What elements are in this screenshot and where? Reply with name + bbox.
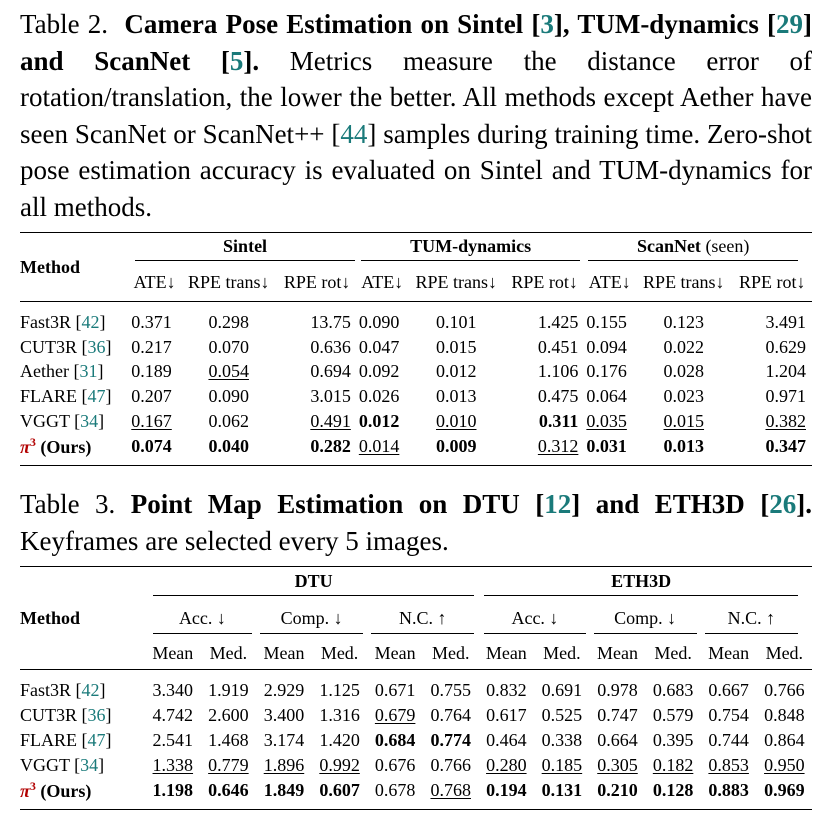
table-cell: 0.646 <box>208 780 249 800</box>
camera-pose-table <box>20 232 812 466</box>
table3-title: Point Map Estimation on DTU [12] and ETH3D [26]. <box>130 489 812 519</box>
table-cell: 0.464 <box>486 730 527 750</box>
table-cell: 2.600 <box>208 705 249 725</box>
column-header: ATE↓ <box>588 271 631 292</box>
column-header: ATE↓ <box>361 271 404 292</box>
table-cell: 0.992 <box>319 755 360 775</box>
table-cell: 0.054 <box>208 361 249 382</box>
metric-header: Comp. ↓ <box>256 599 367 637</box>
table-cell: 0.031 <box>586 435 627 456</box>
citation-link[interactable]: 42 <box>81 680 100 700</box>
table-cell: 1.896 <box>263 755 305 775</box>
metric-header: Acc. ↓ <box>145 599 256 637</box>
table-cell: 1.125 <box>319 680 360 700</box>
group-header-dtu: DTU <box>145 567 479 600</box>
table-cell: 0.176 <box>586 361 627 382</box>
table-row <box>20 335 812 360</box>
citation-link[interactable]: 34 <box>80 411 99 432</box>
table-cell: 0.684 <box>374 730 416 750</box>
table-cell: 0.451 <box>537 336 579 357</box>
table-cell: 0.023 <box>663 386 705 407</box>
method-name: VGGT [34] <box>20 755 105 775</box>
table-cell: 0.744 <box>708 730 749 750</box>
table-cell: 0.022 <box>663 336 705 357</box>
table-cell: 0.864 <box>764 730 805 750</box>
stat-header: Med. <box>543 642 581 663</box>
table-cell: 0.883 <box>708 780 749 800</box>
column-header: RPE rot↓ <box>738 271 806 292</box>
stat-header: Mean <box>597 642 638 663</box>
table-cell: 0.491 <box>310 411 351 432</box>
table-cell: 0.090 <box>358 311 400 332</box>
table-cell: 0.683 <box>652 680 694 700</box>
table-cell: 0.338 <box>541 730 583 750</box>
table-row <box>20 728 812 753</box>
table-cell: 0.764 <box>430 705 471 725</box>
table-cell: 0.382 <box>765 411 806 432</box>
table-cell: 0.768 <box>430 780 471 800</box>
table-cell: 3.400 <box>263 705 305 725</box>
table-cell: 0.182 <box>652 755 694 775</box>
column-header: RPE rot↓ <box>511 271 578 292</box>
table-cell: 13.75 <box>310 311 351 332</box>
table-cell: 0.101 <box>436 311 477 332</box>
method-name: FLARE [47] <box>20 730 112 750</box>
table-cell: 0.667 <box>708 680 749 700</box>
table-cell: 0.070 <box>208 336 249 357</box>
table-cell: 0.950 <box>764 755 805 775</box>
table-cell: 0.090 <box>208 386 249 407</box>
citation-link[interactable]: 44 <box>340 118 368 149</box>
table-cell: 0.194 <box>486 780 527 800</box>
table2-label: Table 2. <box>20 9 109 39</box>
table-cell: 0.969 <box>764 780 805 800</box>
table-cell: 0.754 <box>708 705 749 725</box>
table-cell: 0.217 <box>131 336 172 357</box>
stat-header: Mean <box>374 642 416 663</box>
table-row <box>20 753 812 778</box>
table-cell: 0.853 <box>708 755 749 775</box>
group-header-sintel: Sintel <box>129 233 357 264</box>
citation-link[interactable]: 36 <box>87 336 106 357</box>
metric-header: N.C. ↑ <box>367 599 478 637</box>
column-header: RPE trans↓ <box>415 271 498 292</box>
citation-link[interactable]: 31 <box>79 361 98 382</box>
table-cell: 0.971 <box>765 386 806 407</box>
table-row-ours <box>20 434 812 465</box>
citation-link[interactable]: 47 <box>87 730 106 750</box>
table-cell: 0.312 <box>537 435 579 456</box>
table-cell: 3.015 <box>310 386 351 407</box>
table2-caption: Table 2. Camera Pose Estimation on Sintel [3], TUM-dynamics [29] and ScanNet [5]. Metrics measure the distance error of rotation/translation, the lower the better. All methods except Aether have seen ScanNet or ScanNet++ [44] samples during training time. Zero-shot pose estimation accuracy is evaluated on Sintel and TUM-dynamics for all methods. <box>20 9 813 222</box>
table-cell: 0.155 <box>586 311 627 332</box>
table-cell: 0.395 <box>652 730 694 750</box>
table-cell: 0.047 <box>358 336 400 357</box>
table-cell: 0.009 <box>436 435 477 456</box>
table-row <box>20 360 812 385</box>
table-cell: 0.766 <box>764 680 805 700</box>
table-cell: 0.848 <box>764 705 805 725</box>
stat-header: Mean <box>152 642 194 663</box>
group-header-scannet: ScanNet (seen) <box>584 233 812 264</box>
table-cell: 0.013 <box>436 386 477 407</box>
table-cell: 0.678 <box>374 780 416 800</box>
table-cell: 0.755 <box>430 680 471 700</box>
table-cell: 0.014 <box>358 435 400 456</box>
table-cell: 0.766 <box>430 755 471 775</box>
method-name: FLARE [47] <box>20 386 112 407</box>
table3-label: Table 3. <box>20 489 116 519</box>
table-row-ours <box>20 778 812 810</box>
method-name: Fast3R [42] <box>20 680 106 700</box>
column-header: RPE rot↓ <box>283 271 351 292</box>
table-cell: 1.420 <box>319 730 360 750</box>
table-row <box>20 302 812 335</box>
table-cell: 0.305 <box>597 755 638 775</box>
table-cell: 0.664 <box>597 730 638 750</box>
table-cell: 0.128 <box>652 780 694 800</box>
table-cell: 0.028 <box>663 361 705 382</box>
table-cell: 1.425 <box>537 311 579 332</box>
table-cell: 0.747 <box>597 705 638 725</box>
table-cell: 0.607 <box>319 780 360 800</box>
table-cell: 2.929 <box>263 680 305 700</box>
citation-link[interactable]: 36 <box>87 705 106 725</box>
table-cell: 0.832 <box>486 680 527 700</box>
table-cell: 0.013 <box>663 435 705 456</box>
table-cell: 0.012 <box>358 411 400 432</box>
table-cell: 0.094 <box>586 336 627 357</box>
stat-header: Med. <box>320 642 359 663</box>
table-cell: 3.491 <box>765 311 806 332</box>
table-row <box>20 409 812 434</box>
table-cell: 0.185 <box>541 755 583 775</box>
stat-header: Med. <box>209 642 248 663</box>
table-cell: 0.282 <box>310 435 351 456</box>
citation-link[interactable]: 47 <box>87 386 106 407</box>
pi-symbol: π <box>20 436 30 457</box>
stat-header: Med. <box>765 642 804 663</box>
table-cell: 0.131 <box>541 780 583 800</box>
table-cell: 0.579 <box>652 705 694 725</box>
metric-header: N.C. ↑ <box>701 599 812 637</box>
citation-link[interactable]: 42 <box>81 311 100 332</box>
table-cell: 0.015 <box>663 411 705 432</box>
citation-link[interactable]: 3 <box>540 9 554 39</box>
table-cell: 0.012 <box>436 361 477 382</box>
table-cell: 0.617 <box>486 705 527 725</box>
method-name: Aether [31] <box>20 361 104 382</box>
table-cell: 0.671 <box>374 680 416 700</box>
table-cell: 0.679 <box>374 705 416 725</box>
table-cell: 2.541 <box>152 730 194 750</box>
table-cell: 1.468 <box>208 730 249 750</box>
citation-link[interactable]: 5 <box>229 45 244 76</box>
method-name: CUT3R [36] <box>20 336 112 357</box>
table-cell: 0.123 <box>663 311 705 332</box>
citation-link[interactable]: 12 <box>544 489 572 519</box>
table-row <box>20 384 812 409</box>
table-cell: 0.210 <box>597 780 638 800</box>
table-cell: 0.774 <box>430 730 471 750</box>
table-cell: 0.015 <box>436 336 477 357</box>
stat-header: Mean <box>263 642 305 663</box>
table-cell: 1.849 <box>263 780 305 800</box>
citation-link[interactable]: 26 <box>769 489 797 519</box>
table-cell: 0.694 <box>310 361 351 382</box>
table-cell: 0.167 <box>131 411 172 432</box>
table-cell: 0.207 <box>131 386 172 407</box>
method-header: Method <box>20 607 80 628</box>
group-header-tum: TUM-dynamics <box>357 233 585 264</box>
pi-symbol: π <box>20 781 30 801</box>
metric-header: Comp. ↓ <box>590 599 701 637</box>
table-cell: 1.106 <box>537 361 579 382</box>
method-name: CUT3R [36] <box>20 705 112 725</box>
stat-header: Med. <box>654 642 692 663</box>
method-name: Fast3R [42] <box>20 311 106 332</box>
table-cell: 1.204 <box>765 361 806 382</box>
table-cell: 0.074 <box>131 435 172 456</box>
table-cell: 0.636 <box>310 336 351 357</box>
table-cell: 0.062 <box>208 411 249 432</box>
table-cell: 0.280 <box>486 755 527 775</box>
table-cell: 1.919 <box>208 680 249 700</box>
table-row <box>20 703 812 728</box>
column-header-row <box>20 263 812 302</box>
table-row <box>20 670 812 704</box>
table-cell: 0.092 <box>358 361 400 382</box>
table-cell: 3.174 <box>263 730 305 750</box>
table-cell: 0.371 <box>131 311 172 332</box>
stat-header: Mean <box>708 642 750 663</box>
table-cell: 0.525 <box>541 705 583 725</box>
table-cell: 0.676 <box>374 755 416 775</box>
method-name: $\pi^3$ (Ours) <box>20 434 92 457</box>
group-header-eth3d: ETH3D <box>478 567 812 600</box>
table-cell: 3.340 <box>152 680 194 700</box>
table-cell: 0.064 <box>586 386 627 407</box>
table-cell: 0.010 <box>436 411 477 432</box>
table-cell: 1.198 <box>152 780 194 800</box>
table-cell: 1.316 <box>319 705 360 725</box>
column-header: RPE trans↓ <box>187 271 270 292</box>
citation-link[interactable]: 29 <box>776 9 804 39</box>
stat-header: Med. <box>431 642 470 663</box>
table-cell: 0.779 <box>208 755 249 775</box>
table-cell: 0.978 <box>597 680 638 700</box>
method-name: VGGT [34] <box>20 411 105 432</box>
metric-header: Acc. ↓ <box>478 599 589 637</box>
table-cell: 0.691 <box>541 680 583 700</box>
table-cell: 0.629 <box>765 336 806 357</box>
table-cell: 0.298 <box>208 311 249 332</box>
table-cell: 1.338 <box>152 755 194 775</box>
method-name: $\pi^3$ (Ours) <box>20 779 92 801</box>
table-cell: 0.347 <box>765 435 806 456</box>
citation-link[interactable]: 34 <box>80 755 99 775</box>
stat-header: Mean <box>485 642 527 663</box>
table-cell: 0.035 <box>586 411 627 432</box>
table-cell: 0.026 <box>358 386 400 407</box>
column-header: RPE trans↓ <box>643 271 725 292</box>
table-cell: 4.742 <box>152 705 194 725</box>
method-header: Method <box>20 256 80 277</box>
table-cell: 0.189 <box>131 361 172 382</box>
table3-caption: Table 3. Point Map Estimation on DTU [12] and ETH3D [26]. Keyframes are selected every 5 images. <box>20 489 812 556</box>
table-cell: 0.311 <box>538 411 579 432</box>
table2-title: Camera Pose Estimation on Sintel [3], TUM-dynamics [29] and ScanNet [5]. <box>20 9 813 76</box>
column-header: ATE↓ <box>133 271 176 292</box>
table-cell: 0.475 <box>537 386 579 407</box>
table-cell: 0.040 <box>208 435 249 456</box>
point-map-table <box>20 566 812 810</box>
